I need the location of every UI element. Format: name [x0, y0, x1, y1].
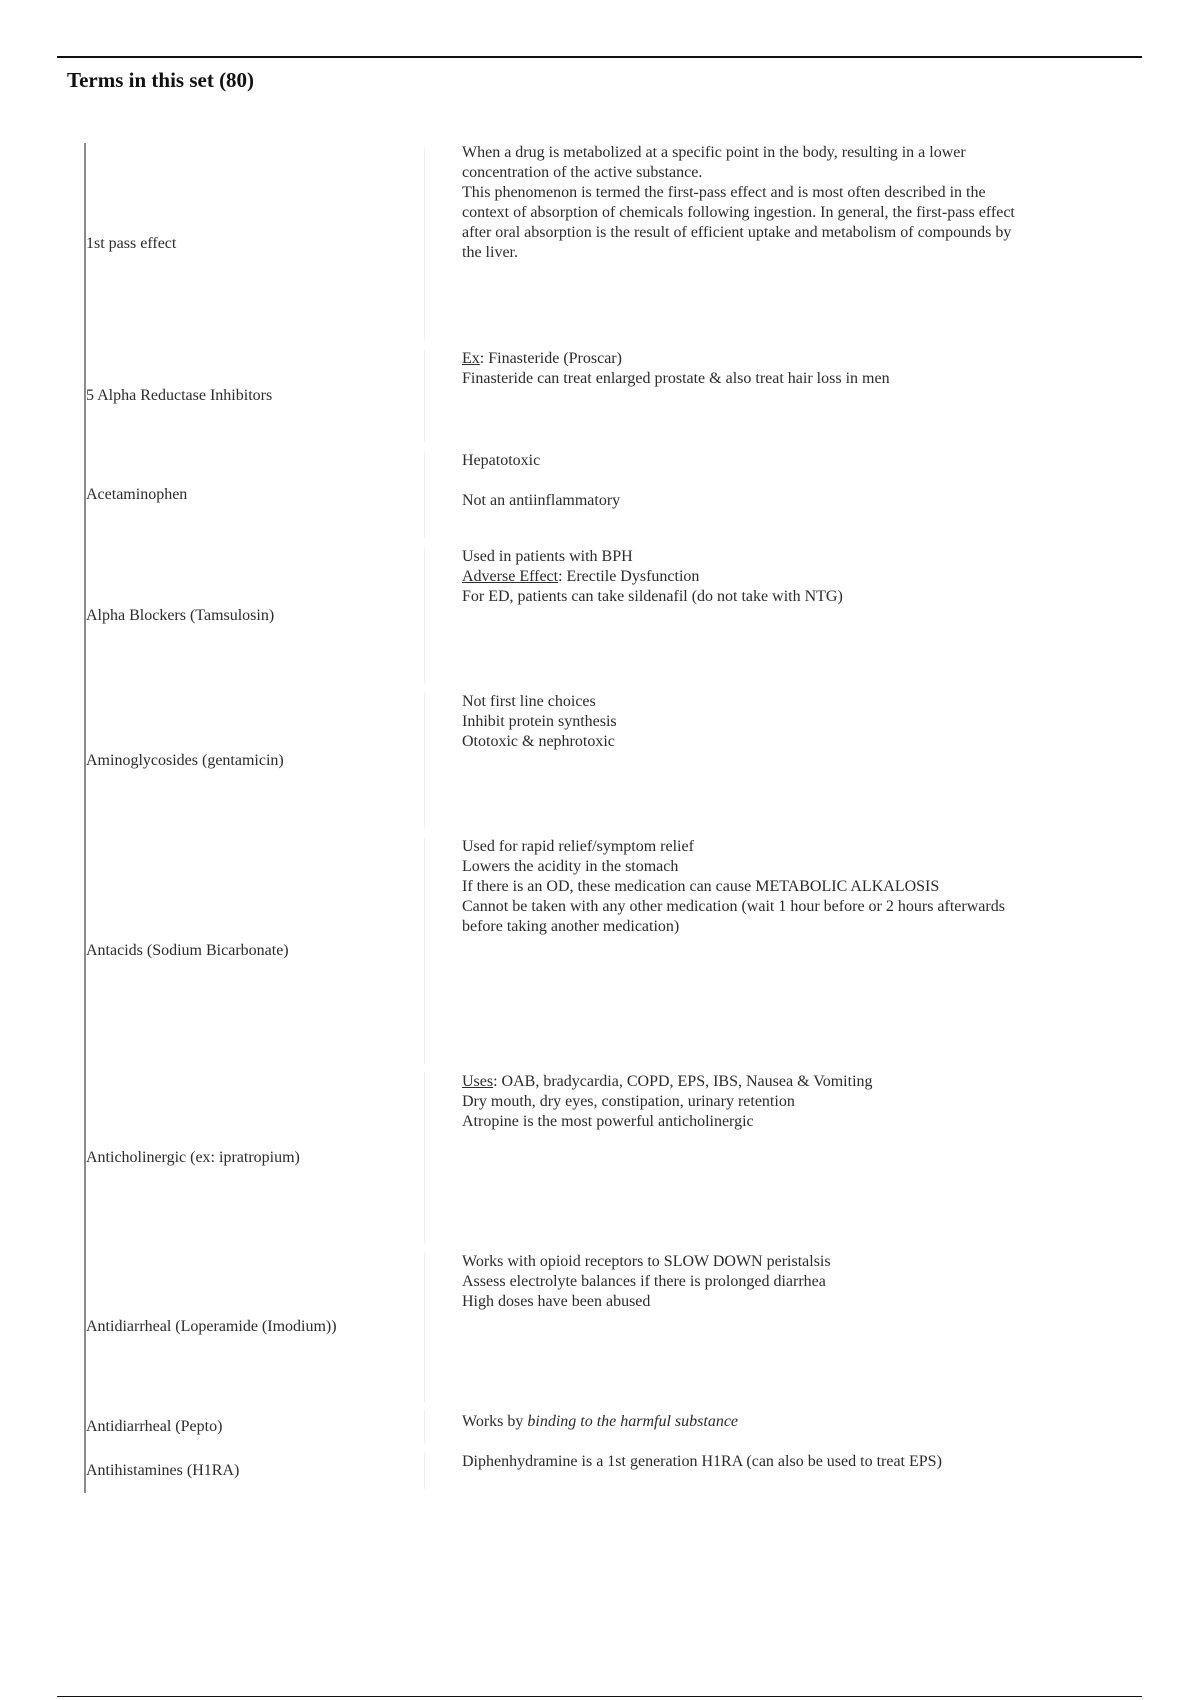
underlined-label: Ex [462, 350, 480, 367]
definition-line-text: Lowers the acidity in the stomach [462, 858, 679, 875]
term-row [86, 345, 1086, 447]
definition-line-text: When a drug is metabolized at a specific point in the body, resulting in a lower [462, 144, 966, 161]
column-divider [424, 1452, 425, 1489]
definition-line-text: Assess electrolyte balances if there is prolonged diarrhea [462, 1273, 826, 1290]
terms-table [84, 143, 1086, 1493]
column-divider [424, 1252, 425, 1402]
definition-text [462, 451, 1162, 511]
definition-line-text: Finasteride can treat enlarged prostate & also treat hair loss in men [462, 370, 890, 387]
definition-line [462, 349, 1162, 369]
definition-line [462, 692, 1162, 712]
column-divider [424, 692, 425, 829]
definition-line [462, 857, 1162, 877]
term-row [86, 1406, 1086, 1448]
definition-line-text: Dry mouth, dry eyes, constipation, urinary retention [462, 1093, 795, 1110]
definition-line [462, 143, 1162, 163]
term-text: Antidiarrheal (Pepto) [86, 1418, 223, 1435]
definition-line [462, 1452, 1162, 1472]
column-divider [424, 451, 425, 539]
definition-text [462, 837, 1162, 937]
definition-line-text: Not first line choices [462, 693, 596, 710]
definition-line [462, 223, 1162, 243]
definition-line [462, 547, 1162, 567]
set-heading: Terms in this set (80) [67, 68, 255, 92]
definition-line [462, 1292, 1162, 1312]
definition-line-text: Inhibit protein synthesis [462, 713, 617, 730]
definition-line [462, 1412, 1162, 1432]
definition-line [462, 243, 1162, 263]
definition-text [462, 143, 1162, 263]
term-text: Alpha Blockers (Tamsulosin) [86, 606, 275, 624]
definition-line-text: Hepatotoxic [462, 452, 541, 469]
definition-line-text: concentration of the active substance. [462, 164, 703, 181]
term-text: Antihistamines (H1RA) [86, 1461, 240, 1479]
definition-line [462, 837, 1162, 857]
definition-line-text: context of absorption of chemicals following ingestion. In general, the first-pass effect [462, 204, 1015, 221]
definition-line-text: before taking another medication) [462, 918, 680, 935]
term-text: 5 Alpha Reductase Inhibitors [86, 387, 273, 404]
term-row [86, 1248, 1086, 1406]
definition-line-text: Not an antiinflammatory [462, 492, 621, 509]
column-divider [424, 349, 425, 443]
definition-text [462, 1452, 1162, 1472]
column-divider [424, 1072, 425, 1244]
definition-line [462, 471, 1162, 491]
definition-line [462, 712, 1162, 732]
definition-line [462, 1072, 1162, 1092]
definition-line [462, 877, 1162, 897]
definition-line [462, 587, 1162, 607]
definition-line [462, 897, 1162, 917]
definition-line [462, 203, 1162, 223]
definition-text [462, 1412, 1162, 1432]
definition-line-text: This phenomenon is termed the first-pass effect and is most often described in the [462, 184, 986, 201]
definition-text [462, 692, 1162, 752]
definition-line [462, 1092, 1162, 1112]
column-divider [424, 837, 425, 1064]
term-text: Antidiarrheal (Loperamide (Imodium)) [86, 1318, 337, 1335]
definition-line [462, 1252, 1162, 1272]
definition-line [462, 451, 1162, 471]
definition-line-text: the liver. [462, 244, 518, 261]
definition-line [462, 183, 1162, 203]
definition-line-text: after oral absorption is the result of efficient uptake and metabolism of compounds by [462, 224, 1012, 241]
top-rule [57, 56, 1142, 58]
column-divider [424, 1410, 425, 1444]
definition-line [462, 491, 1162, 511]
term-text: 1st pass effect [86, 235, 177, 252]
definition-line-text: Diphenhydramine is a 1st generation H1RA (can also be used to treat EPS) [462, 1453, 942, 1470]
term-text: Aminoglycosides (gentamicin) [86, 751, 284, 769]
column-divider [424, 547, 425, 684]
underlined-label: Adverse Effect [462, 568, 559, 585]
term-text: Acetaminophen [86, 486, 188, 503]
term-row [86, 447, 1086, 543]
italic-phrase: binding to the harmful substance [527, 1413, 739, 1430]
definition-line [462, 917, 1162, 937]
definition-line [462, 369, 1162, 389]
definition-line [462, 163, 1162, 183]
definition-line-text: Cannot be taken with any other medication (wait 1 hour before or 2 hours afterwards [462, 898, 1005, 915]
definition-line-text: High doses have been abused [462, 1293, 651, 1310]
underlined-label: Uses [462, 1073, 494, 1090]
term-row [86, 543, 1086, 688]
definition-text [462, 349, 1162, 389]
definition-text [462, 1252, 1162, 1312]
bottom-rule [57, 1696, 1142, 1697]
definition-line-text: For ED, patients can take sildenafil (do not take with NTG) [462, 588, 843, 605]
definition-line-text: Works with opioid receptors to SLOW DOWN peristalsis [462, 1253, 831, 1270]
definition-line-text: Used for rapid relief/symptom relief [462, 838, 694, 855]
definition-text [462, 1072, 1162, 1132]
definition-line [462, 1272, 1162, 1292]
column-divider [424, 147, 425, 341]
definition-line-text: : Erectile Dysfunction [558, 568, 700, 585]
term-text: Anticholinergic (ex: ipratropium) [86, 1149, 300, 1166]
definition-line-text [462, 472, 466, 489]
definition-line-text: Works by [462, 1413, 528, 1430]
definition-line-text: Used in patients with BPH [462, 548, 633, 565]
definition-line-text: If there is an OD, these medication can cause METABOLIC ALKALOSIS [462, 878, 940, 895]
definition-line [462, 1112, 1162, 1132]
term-row [86, 833, 1086, 1068]
definition-line-text: : OAB, bradycardia, COPD, EPS, IBS, Nausea & Vomiting [493, 1073, 873, 1090]
term-text: Antacids (Sodium Bicarbonate) [86, 941, 289, 959]
definition-line [462, 732, 1162, 752]
definition-line-text: : Finasteride (Proscar) [479, 350, 622, 367]
definition-text [462, 547, 1162, 607]
term-row [86, 1068, 1086, 1248]
definition-line-text: Atropine is the most powerful anticholinergic [462, 1113, 754, 1130]
term-row [86, 1448, 1086, 1493]
definition-line [462, 567, 1162, 587]
definition-line-text: Ototoxic & nephrotoxic [462, 733, 615, 750]
term-row [86, 688, 1086, 833]
term-row [86, 143, 1086, 345]
